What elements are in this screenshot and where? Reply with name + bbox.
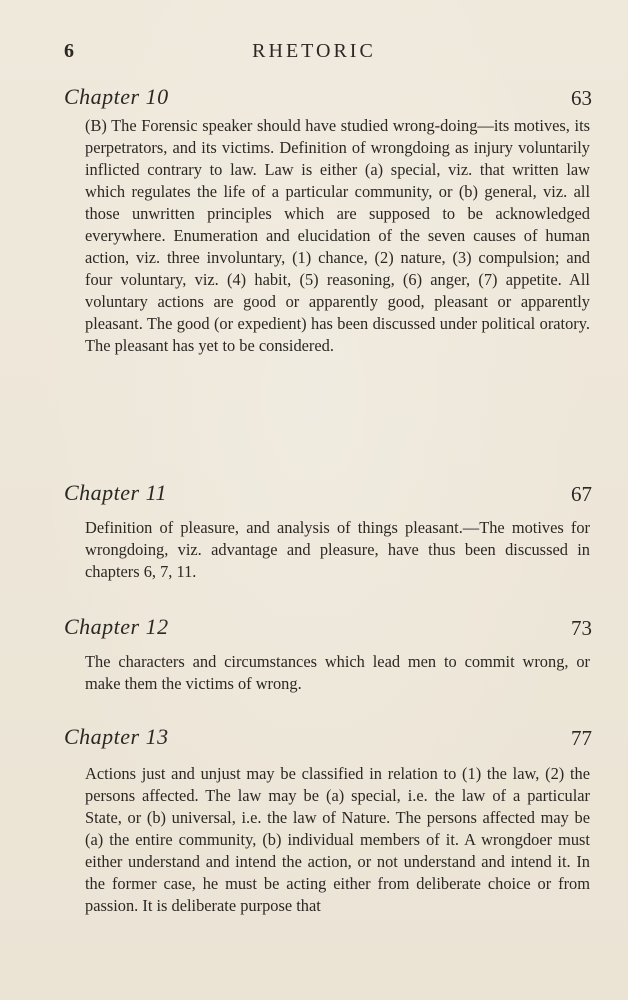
chapter-entry-11 (64, 480, 592, 583)
chapter-heading (64, 724, 592, 758)
chapter-title: Chapter 13 (64, 724, 169, 749)
chapter-summary: Definition of pleasure, and analysis of things pleasant.—The motives for wrongdoing, viz. advantage and pleasure, have thus been discussed in chapters 6, 7, 11. (85, 518, 590, 581)
chapter-entry-10 (64, 84, 592, 357)
chapter-summary: Actions just and unjust may be classified in relation to (1) the law, (2) the persons affected. The law may be (a) special, i.e. the law of a particular State, or (b) universal, i.e. the law of Nature. The persons affected may be (a) the entire community, (b) individual members of it. A wrongdoer must either understand and intend the action, or not understand and intend it. In the former case, he must be acting either from deliberate choice or from passion. It is deliberate purpose that (85, 764, 590, 915)
chapter-entry-13 (64, 724, 592, 917)
chapter-heading (64, 84, 592, 118)
chapter-heading (64, 480, 592, 514)
chapter-entry-12 (64, 614, 592, 695)
chapter-page-number: 63 (571, 86, 592, 110)
chapter-page-number: 77 (571, 726, 592, 750)
chapter-title: Chapter 12 (64, 614, 169, 639)
chapter-title: Chapter 10 (64, 84, 169, 109)
chapter-summary: (B) The Forensic speaker should have studied wrong-doing—its motives, its perpetrators, and its victims. Definition of wrongdoing as injury voluntarily inflicted contrary to law. Law is either (a) special, viz. that written law which regulates the life of a particular community, or (b) general, viz. all those unwritten principles which are supposed to be acknowledged everywhere. Enumeration and elucidation of the seven causes of human action, viz. three involuntary, (1) chance, (2) nature, (3) compulsion; and four voluntary, viz. (4) habit, (5) reasoning, (6) anger, (7) appetite. All voluntary actions are good or apparently good, pleasant or apparently pleasant. The good (or expedient) has been discussed under political oratory. The pleasant has yet to be considered. (85, 116, 590, 355)
page-header (64, 40, 564, 68)
running-head: RHETORIC (252, 40, 376, 62)
chapter-summary: The characters and circumstances which lead men to commit wrong, or make them the victims of wrong. (85, 652, 590, 693)
chapter-page-number: 67 (571, 482, 592, 506)
page-number: 6 (64, 40, 74, 62)
chapter-page-number: 73 (571, 616, 592, 640)
chapter-heading (64, 614, 592, 648)
chapter-title: Chapter 11 (64, 480, 167, 505)
